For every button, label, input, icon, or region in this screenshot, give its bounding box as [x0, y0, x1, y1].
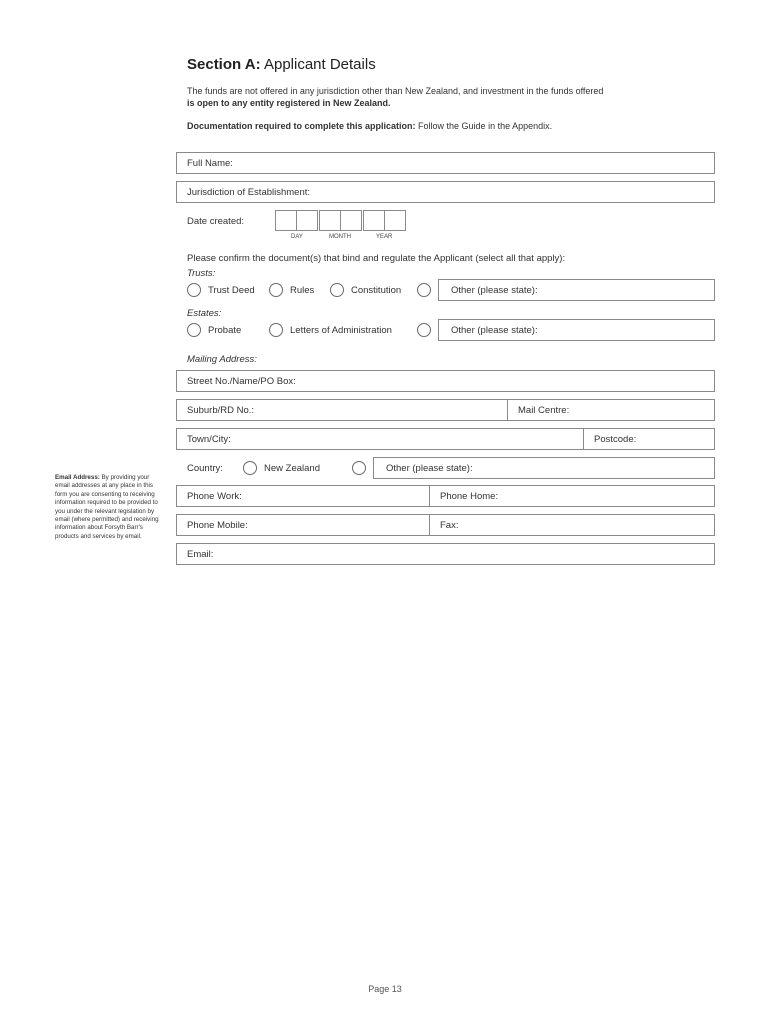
trusts-other-label: Other (please state): — [451, 284, 538, 296]
mailing-address-heading: Mailing Address: — [187, 354, 257, 365]
suburb-label: Suburb/RD No.: — [187, 404, 255, 416]
probate-radio[interactable] — [187, 323, 201, 337]
new-zealand-label: New Zealand — [264, 463, 320, 474]
day-caption: DAY — [291, 234, 303, 240]
phone-work-field[interactable] — [177, 486, 429, 506]
year-digit-2[interactable] — [384, 210, 406, 231]
trusts-other-radio[interactable] — [417, 283, 431, 297]
month-digit-1[interactable] — [319, 210, 341, 231]
intro-line-1: The funds are not offered in any jurisdiction other than New Zealand, and investment in the funds offered — [187, 86, 604, 96]
town-field[interactable] — [177, 429, 583, 449]
probate-label: Probate — [208, 325, 242, 336]
street-field[interactable] — [176, 370, 715, 392]
section-heading: Applicant Details — [263, 56, 376, 73]
street-label: Street No./Name/PO Box: — [187, 375, 296, 387]
day-digit-2[interactable] — [296, 210, 318, 231]
suburb-field[interactable] — [177, 400, 507, 420]
documentation-note-rest: Follow the Guide in the Appendix. — [415, 121, 553, 131]
section-prefix: Section A: — [187, 56, 261, 73]
year-caption: YEAR — [376, 234, 393, 240]
full-name-label: Full Name: — [187, 157, 233, 169]
rules-radio[interactable] — [269, 283, 283, 297]
phone-row-1 — [176, 485, 715, 507]
confirm-documents-text: Please confirm the document(s) that bind and regulate the Applicant (select all that apply): — [187, 253, 566, 264]
phone-home-field[interactable] — [430, 486, 714, 506]
rules-label: Rules — [290, 285, 315, 296]
year-digit-1[interactable] — [363, 210, 385, 231]
documentation-note-bold: Documentation required to complete this application: — [187, 121, 416, 131]
documentation-note — [187, 121, 552, 131]
trust-deed-label: Trust Deed — [208, 285, 255, 296]
section-title — [187, 56, 376, 73]
trusts-heading: Trusts: — [187, 268, 216, 279]
country-label: Country: — [187, 463, 223, 474]
email-field[interactable] — [176, 543, 715, 565]
mail-centre-label: Mail Centre: — [518, 404, 570, 416]
constitution-radio[interactable] — [330, 283, 344, 297]
email-consent-note-text: By providing your email addresses at any place in this form you are consenting to receiving information required to be provided to you under the relevant legislation by email (where permitted) and receiving information about Forsyth Barr's products and services by email. — [55, 474, 159, 540]
intro-line-2: is open to any entity registered in New Zealand. — [187, 98, 391, 108]
jurisdiction-field[interactable] — [176, 181, 715, 203]
phone-work-label: Phone Work: — [187, 490, 242, 502]
estates-other-label: Other (please state): — [451, 324, 538, 336]
town-row — [176, 428, 715, 450]
estates-heading: Estates: — [187, 308, 222, 319]
new-zealand-radio[interactable] — [243, 461, 257, 475]
postcode-label: Postcode: — [594, 433, 637, 445]
suburb-row — [176, 399, 715, 421]
month-digit-2[interactable] — [340, 210, 362, 231]
month-caption: MONTH — [329, 234, 351, 240]
email-consent-note — [55, 474, 163, 541]
page-number: Page 13 — [368, 984, 402, 994]
day-digit-1[interactable] — [275, 210, 297, 231]
letters-of-administration-radio[interactable] — [269, 323, 283, 337]
country-other-radio[interactable] — [352, 461, 366, 475]
postcode-field[interactable] — [584, 429, 714, 449]
full-name-field[interactable] — [176, 152, 715, 174]
estates-other-field[interactable] — [438, 319, 715, 341]
letters-of-administration-label: Letters of Administration — [290, 325, 392, 336]
trust-deed-radio[interactable] — [187, 283, 201, 297]
fax-label: Fax: — [440, 519, 459, 531]
estates-other-radio[interactable] — [417, 323, 431, 337]
constitution-label: Constitution — [351, 285, 402, 296]
town-label: Town/City: — [187, 433, 231, 445]
email-label: Email: — [187, 548, 214, 560]
jurisdiction-label: Jurisdiction of Establishment: — [187, 186, 311, 198]
mail-centre-field[interactable] — [508, 400, 714, 420]
phone-home-label: Phone Home: — [440, 490, 499, 502]
date-created-label: Date created: — [187, 216, 245, 227]
country-other-field[interactable] — [373, 457, 715, 479]
phone-mobile-label: Phone Mobile: — [187, 519, 248, 531]
phone-mobile-field[interactable] — [177, 515, 429, 535]
trusts-other-field[interactable] — [438, 279, 715, 301]
fax-field[interactable] — [430, 515, 714, 535]
country-other-label: Other (please state): — [386, 462, 473, 474]
phone-row-2 — [176, 514, 715, 536]
email-consent-note-bold: Email Address: — [55, 474, 100, 481]
